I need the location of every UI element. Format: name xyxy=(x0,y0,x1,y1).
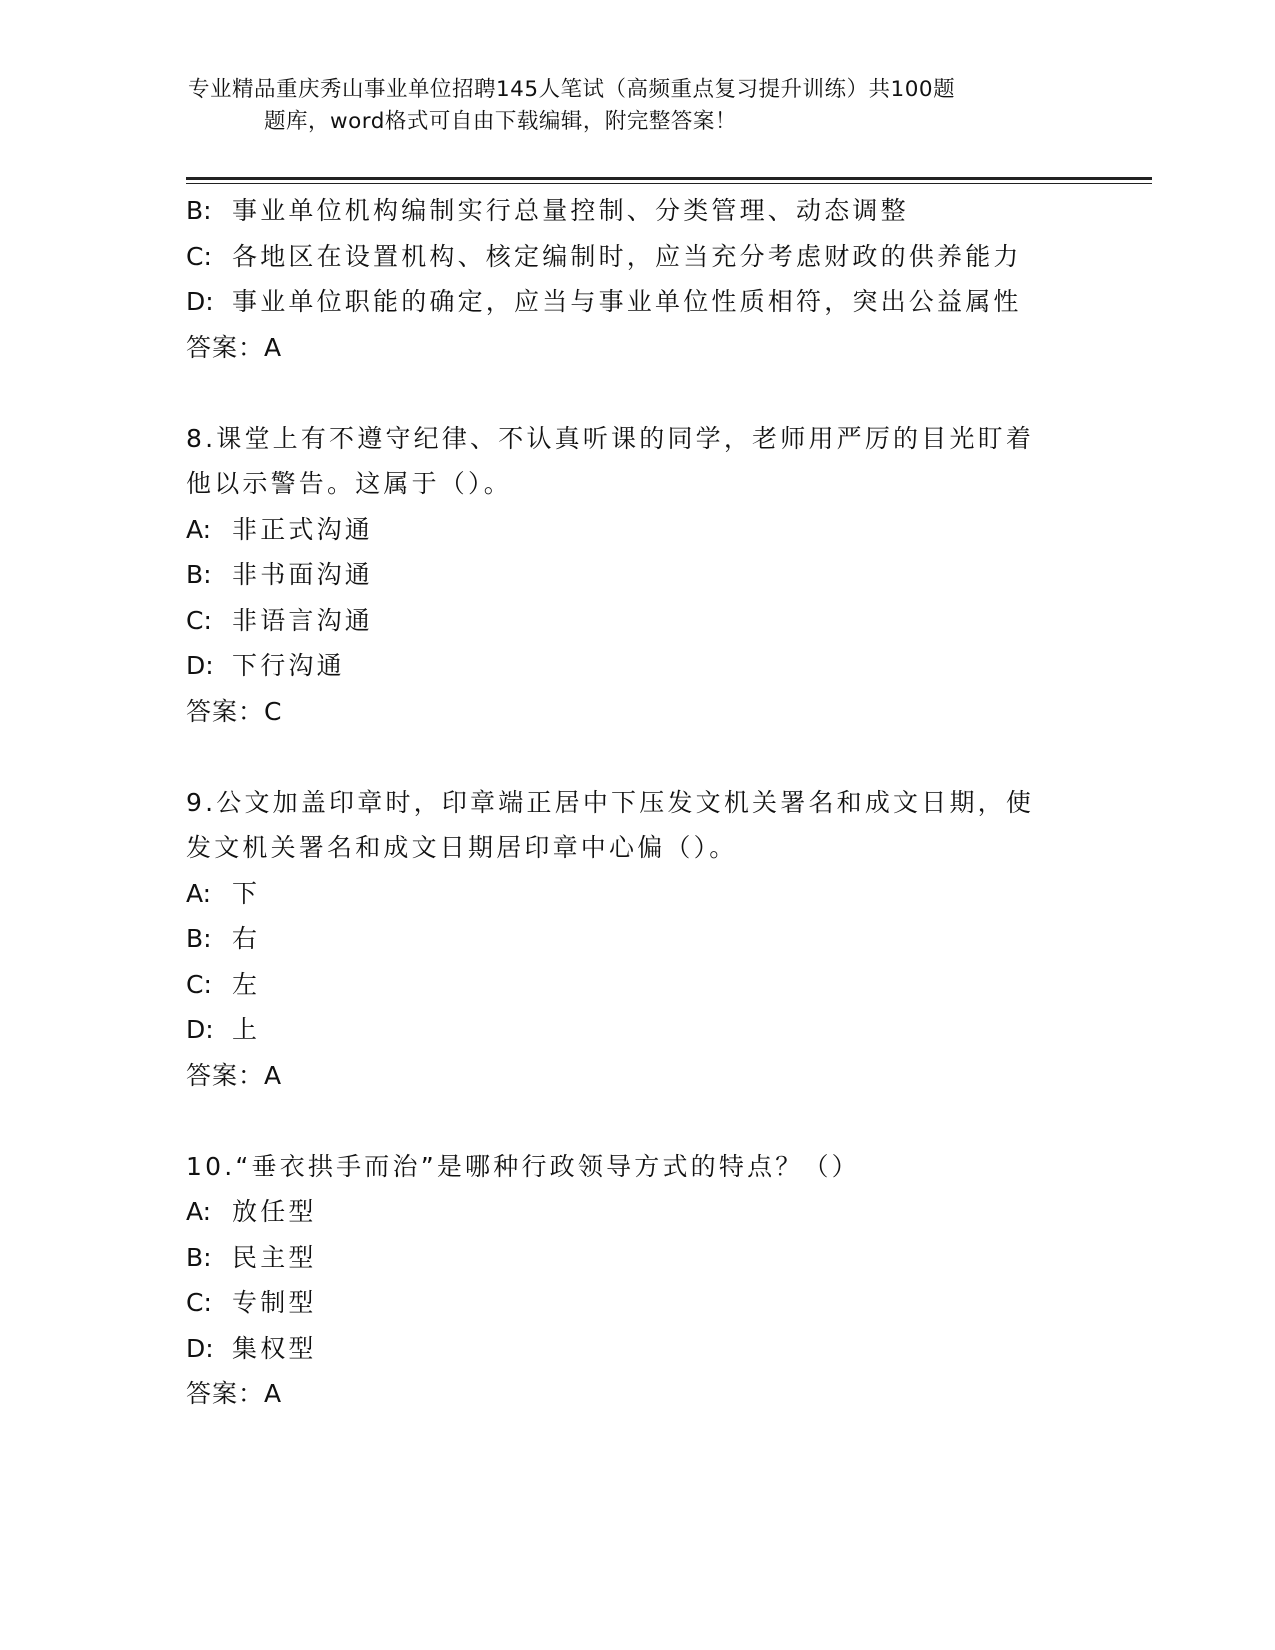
option-d xyxy=(186,643,1086,689)
option-text: 放任型 xyxy=(232,1197,317,1226)
spacer xyxy=(186,734,1086,780)
spacer xyxy=(186,1098,1086,1144)
option-text: 非书面沟通 xyxy=(232,560,374,589)
option-label: C: xyxy=(186,1288,212,1317)
option-label: C: xyxy=(186,969,212,999)
option-c xyxy=(186,962,1086,1008)
option-label: C: xyxy=(186,241,212,271)
question-stem-line-1: 9.公文加盖印章时，印章端正居中下压发文机关署名和成文日期，使 xyxy=(186,787,1035,817)
option-label: A: xyxy=(186,878,212,908)
header-rule-thin xyxy=(186,183,1152,184)
option-text: 集权型 xyxy=(232,1333,317,1363)
option-text: 下行沟通 xyxy=(232,651,345,680)
option-label: B: xyxy=(186,1242,212,1272)
question-8 xyxy=(186,416,1086,735)
header-title-line-1: 专业精品重庆秀山事业单位招聘145人笔试（高频重点复习提升训练）共100题 xyxy=(188,77,956,102)
answer-line: 答案：A xyxy=(186,1379,283,1408)
option-label: D: xyxy=(186,651,214,680)
question-9 xyxy=(186,780,1086,1099)
question-stem-line-1: 8.课堂上有不遵守纪律、不认真听课的同学，老师用严厉的目光盯着 xyxy=(186,423,1035,453)
option-a xyxy=(186,1189,1086,1235)
option-label: B: xyxy=(186,196,212,225)
question-content xyxy=(186,188,1086,1417)
question-stem-line-1: 10.“垂衣拱手而治”是哪种行政领导方式的特点？（） xyxy=(186,1151,860,1181)
option-label: D: xyxy=(186,1015,214,1044)
answer-line: 答案：A xyxy=(186,332,283,362)
answer-line: 答案：A xyxy=(186,1060,283,1090)
option-label: B: xyxy=(186,924,212,953)
option-text: 民主型 xyxy=(232,1242,317,1272)
option-d xyxy=(186,1007,1086,1053)
option-text: 上 xyxy=(232,1015,261,1044)
option-b xyxy=(186,916,1086,962)
option-text: 非语言沟通 xyxy=(232,605,374,635)
option-d xyxy=(186,1326,1086,1372)
header-title-line-2: 题库，word格式可自由下载编辑，附完整答案！ xyxy=(264,109,737,134)
document-header xyxy=(188,74,1068,138)
option-label: C: xyxy=(186,605,212,635)
question-stem-line-2: 他以示警告。这属于（）。 xyxy=(186,469,512,498)
option-label: D: xyxy=(186,287,214,316)
option-c xyxy=(186,234,1086,280)
option-text: 事业单位机构编制实行总量控制、分类管理、动态调整 xyxy=(232,196,909,225)
option-b xyxy=(186,1235,1086,1281)
option-text: 事业单位职能的确定，应当与事业单位性质相符，突出公益属性 xyxy=(232,287,1022,316)
question-7-tail xyxy=(186,188,1086,370)
option-c xyxy=(186,598,1086,644)
option-b xyxy=(186,188,1086,234)
spacer xyxy=(186,370,1086,416)
option-b xyxy=(186,552,1086,598)
option-label: D: xyxy=(186,1333,214,1363)
option-text: 左 xyxy=(232,969,261,999)
option-label: A: xyxy=(186,514,212,544)
option-text: 下 xyxy=(232,878,261,908)
header-rule-thick xyxy=(186,177,1152,180)
option-label: B: xyxy=(186,560,212,589)
option-text: 非正式沟通 xyxy=(232,514,374,544)
option-text: 各地区在设置机构、核定编制时，应当充分考虑财政的供养能力 xyxy=(232,241,1022,271)
option-label: A: xyxy=(186,1197,212,1226)
option-text: 专制型 xyxy=(232,1288,317,1317)
question-10 xyxy=(186,1144,1086,1417)
answer-line: 答案：C xyxy=(186,696,283,726)
option-a xyxy=(186,871,1086,917)
option-c xyxy=(186,1280,1086,1326)
option-d xyxy=(186,279,1086,325)
question-stem-line-2: 发文机关署名和成文日期居印章中心偏（）。 xyxy=(186,833,738,862)
option-a xyxy=(186,507,1086,553)
option-text: 右 xyxy=(232,924,261,953)
